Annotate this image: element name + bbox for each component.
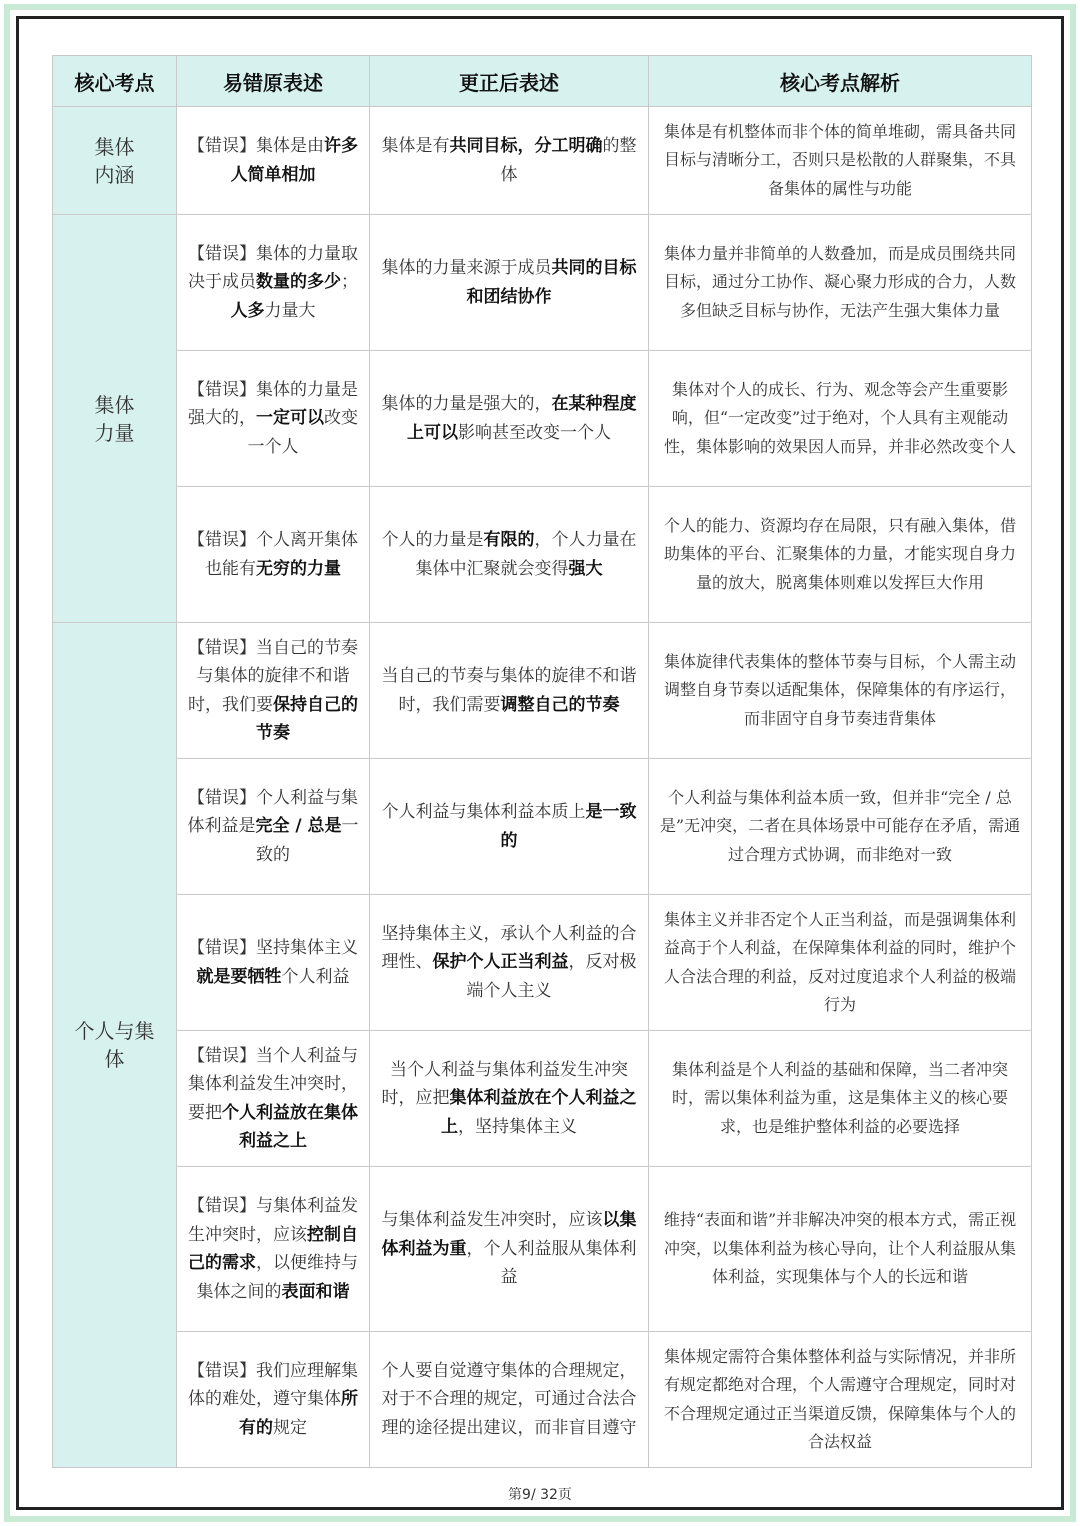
- text-segment: 【错误】坚持集体主义: [188, 938, 358, 958]
- header-key-point: 核心考点: [53, 56, 177, 107]
- text-segment: 集体是有: [381, 136, 450, 156]
- emphasis-text: 保持自己的节奏: [256, 694, 358, 743]
- analysis-cell: 集体规定需符合集体整体利益与实际情况，并非所有规定都绝对合理，个人需遵守合理规定，同时对不合理规定通过正当渠道反馈，保障集体与个人的合法权益: [649, 1332, 1032, 1468]
- emphasis-text: 就是要牺牲: [196, 966, 282, 987]
- category-label: 集体力量: [94, 392, 135, 445]
- emphasis-text: 保护个人正当利益: [432, 952, 569, 973]
- text-segment: 【错误】集体的力量取决于成员: [188, 243, 358, 293]
- table-row: [53, 623, 1032, 759]
- text-segment: 的整体: [500, 136, 637, 185]
- emphasis-text: 调整自己的节奏: [500, 694, 620, 715]
- correct-statement-cell: [370, 1031, 649, 1167]
- text-segment: 个人要自觉遵守集体的合理规定，对于不合理的规定，可通过合法合理的途径提出建议，而非盲目遵守: [381, 1360, 637, 1438]
- emphasis-text: 数量的多少: [256, 272, 341, 293]
- correct-statement-cell: [370, 487, 649, 623]
- analysis-cell: 集体力量并非简单的人数叠加，而是成员围绕共同目标，通过分工协作、凝心聚力形成的合力，人数多但缺乏目标与协作，无法产生强大集体力量: [649, 215, 1032, 351]
- text-segment: ，反对极端个人主义: [466, 952, 637, 1001]
- emphasis-text: 许多人简单相加: [230, 136, 358, 185]
- correct-statement-cell: [370, 1332, 649, 1468]
- correct-statement-cell: [370, 107, 649, 215]
- table-row: [53, 759, 1032, 895]
- analysis-cell: 集体利益是个人利益的基础和保障，当二者冲突时，需以集体利益为重，这是集体主义的核心要求，也是维护整体利益的必要选择: [649, 1031, 1032, 1167]
- emphasis-text: 人多: [230, 300, 265, 321]
- emphasis-text: 在某种程度上可以: [407, 394, 637, 443]
- analysis-cell: 个人的能力、资源均存在局限，只有融入集体，借助集体的平台、汇聚集体的力量，才能实现自身力量的放大，脱离集体则难以发挥巨大作用: [649, 487, 1032, 623]
- table-row: [53, 215, 1032, 351]
- text-segment: 与集体利益发生冲突时，应该: [381, 1210, 603, 1231]
- wrong-statement-cell: [177, 487, 370, 623]
- analysis-cell: 集体是有机整体而非个体的简单堆砌，需具备共同目标与清晰分工，否则只是松散的人群聚集，不具备集体的属性与功能: [649, 107, 1032, 215]
- text-segment: 【错误】个人利益与集体利益是: [187, 787, 358, 837]
- wrong-statement-cell: [177, 1031, 370, 1167]
- error-correction-table: [52, 55, 1032, 1468]
- emphasis-text: 所有的: [239, 1389, 358, 1438]
- text-segment: 规定: [273, 1417, 307, 1438]
- text-segment: 坚持集体主义，承认个人利益的合理性、: [381, 923, 637, 973]
- emphasis-text: 强大: [568, 558, 603, 579]
- text-segment: 集体的力量是强大的，: [381, 394, 552, 414]
- emphasis-text: 有限的: [483, 530, 535, 550]
- analysis-cell: 集体旋律代表集体的整体节奏与目标，个人需主动调整自身节奏以适配集体，保障集体的有序运行，而非固守自身节奏违背集体: [649, 623, 1032, 759]
- text-segment: 【错误】与集体利益发生冲突时，应该: [188, 1196, 358, 1245]
- text-segment: 当个人利益与集体利益发生冲突时，应把: [381, 1059, 628, 1109]
- analysis-cell: 集体对个人的成长、行为、观念等会产生重要影响，但“一定改变”过于绝对，个人具有主观能动性，集体影响的效果因人而异，并非必然改变个人: [649, 351, 1032, 487]
- header-correct-statement: 更正后表述: [370, 56, 649, 107]
- table-row: [53, 351, 1032, 487]
- text-segment: 【错误】当自己的节奏与集体的旋律不和谐时，我们要: [188, 637, 358, 715]
- text-segment: 个人的力量是: [381, 530, 484, 550]
- correct-statement-cell: [370, 759, 649, 895]
- page-number: 第9/ 32页: [508, 1487, 572, 1503]
- text-segment: ，个人利益服从集体利益: [466, 1238, 637, 1288]
- emphasis-text: 共同目标，分工明确: [449, 136, 603, 156]
- text-segment: 【错误】个人离开集体也能有: [188, 530, 358, 579]
- text-segment: 影响甚至改变一个人: [458, 422, 611, 443]
- correct-statement-cell: [370, 215, 649, 351]
- header-wrong-statement: 易错原表述: [177, 56, 370, 107]
- text-segment: 当自己的节奏与集体的旋律不和谐时，我们需要: [381, 666, 637, 715]
- table-row: [53, 1031, 1032, 1167]
- text-segment: 力量大: [264, 300, 316, 321]
- category-cell: [53, 623, 177, 1468]
- emphasis-text: 是一致的: [500, 802, 637, 851]
- emphasis-text: 无穷的力量: [256, 558, 341, 579]
- emphasis-text: 共同的目标和团结协作: [466, 258, 637, 307]
- text-segment: 个人利益: [281, 966, 350, 987]
- text-segment: 个人利益与集体利益本质上: [381, 802, 586, 822]
- correct-statement-cell: [370, 351, 649, 487]
- category-cell: [53, 215, 177, 623]
- emphasis-text: 一定可以: [256, 408, 324, 429]
- text-segment: 【错误】我们应理解集体的难处，遵守集体: [188, 1360, 358, 1410]
- category-cell: [53, 107, 177, 215]
- text-segment: 集体的力量来源于成员: [381, 258, 552, 278]
- emphasis-text: 个人利益放在集体利益之上: [222, 1102, 358, 1151]
- correct-statement-cell: [370, 623, 649, 759]
- table-body: [53, 107, 1032, 1468]
- text-segment: 【错误】集体的力量是强大的，: [188, 379, 358, 429]
- wrong-statement-cell: [177, 1167, 370, 1332]
- text-segment: 一致的: [256, 816, 359, 865]
- wrong-statement-cell: [177, 351, 370, 487]
- analysis-cell: 集体主义并非否定个人正当利益，而是强调集体利益高于个人利益，在保障集体利益的同时，维护个人合法合理的利益，反对过度追求个人利益的极端行为: [649, 895, 1032, 1031]
- wrong-statement-cell: [177, 895, 370, 1031]
- wrong-statement-cell: [177, 107, 370, 215]
- text-segment: ；: [341, 272, 358, 293]
- wrong-statement-cell: [177, 623, 370, 759]
- text-segment: ，坚持集体主义: [458, 1116, 577, 1137]
- text-segment: ，个人力量在集体中汇聚就会变得: [415, 530, 637, 579]
- table-row: [53, 1167, 1032, 1332]
- emphasis-text: 以集体利益为重: [381, 1210, 637, 1259]
- analysis-cell: 维持“表面和谐”并非解决冲突的根本方式，需正视冲突，以集体利益为核心导向，让个人利益服从集体利益，实现集体与个人的长远和谐: [649, 1167, 1032, 1332]
- table-row: [53, 107, 1032, 215]
- text-segment: 【错误】集体是由: [188, 136, 324, 156]
- wrong-statement-cell: [177, 1332, 370, 1468]
- emphasis-text: 控制自己的需求: [188, 1224, 358, 1273]
- text-segment: ，以便维持与集体之间的: [196, 1253, 358, 1302]
- emphasis-text: 完全 / 总是: [255, 816, 342, 837]
- emphasis-text: 集体利益放在个人利益之上: [441, 1088, 637, 1137]
- analysis-cell: 个人利益与集体利益本质一致，但并非“完全 / 总是”无冲突，二者在具体场景中可能存在矛盾，需通过合理方式协调，而非绝对一致: [649, 759, 1032, 895]
- emphasis-text: 表面和谐: [281, 1281, 350, 1302]
- wrong-statement-cell: [177, 215, 370, 351]
- table-row: [53, 895, 1032, 1031]
- header-analysis: 核心考点解析: [649, 56, 1032, 107]
- correct-statement-cell: [370, 895, 649, 1031]
- category-label: 集体内涵: [94, 134, 135, 187]
- wrong-statement-cell: [177, 759, 370, 895]
- category-label: 个人与集体: [74, 1019, 155, 1071]
- text-segment: 【错误】当个人利益与集体利益发生冲突时，要把: [188, 1045, 358, 1123]
- text-segment: 改变一个人: [247, 408, 358, 457]
- table-row: [53, 487, 1032, 623]
- table-row: [53, 1332, 1032, 1468]
- table-header-row: [53, 56, 1032, 107]
- correct-statement-cell: [370, 1167, 649, 1332]
